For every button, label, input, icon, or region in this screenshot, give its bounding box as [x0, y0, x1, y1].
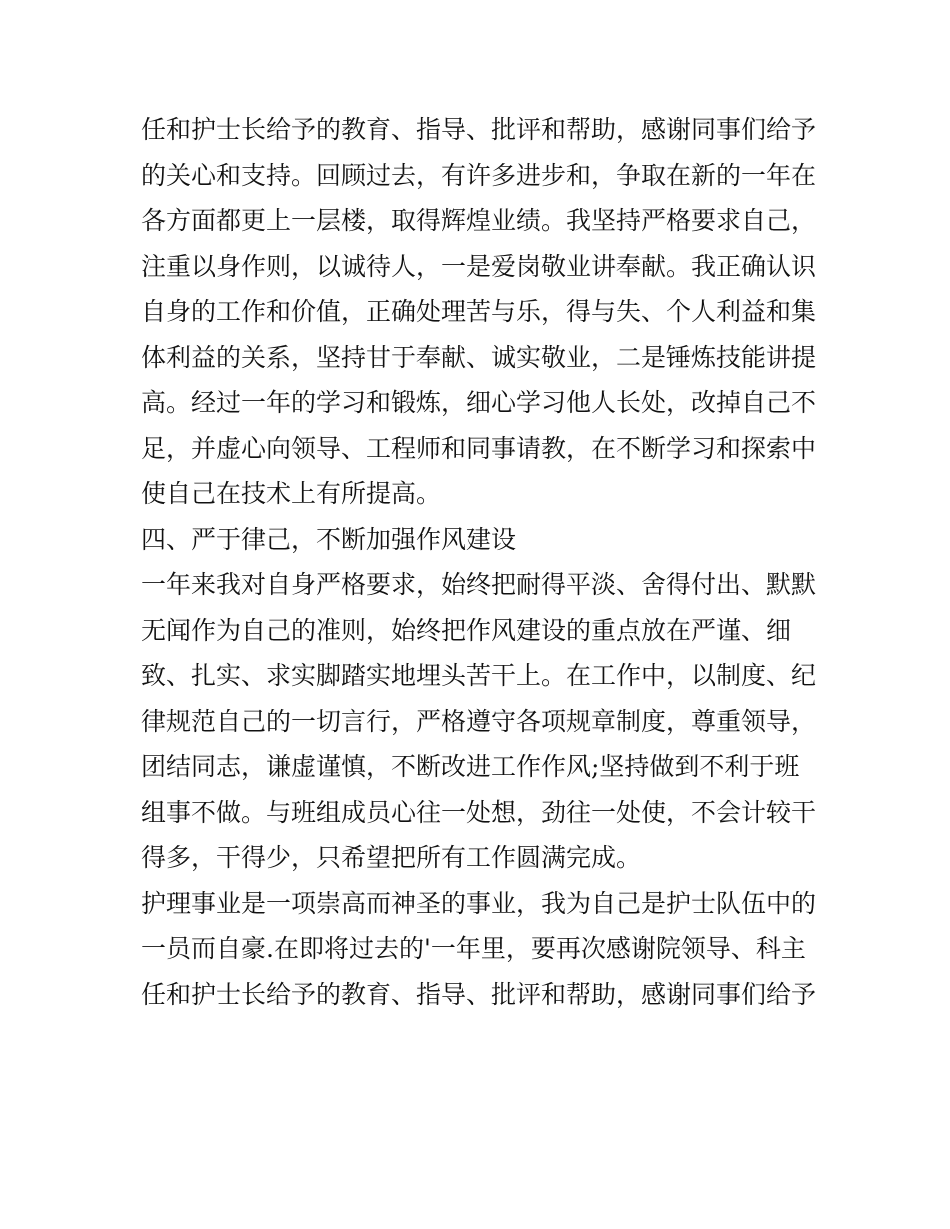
- text-line: 得多，干得少，只希望把所有工作圆满完成。: [141, 843, 642, 872]
- text-line: 注重以身作则，以诚待人，一是爱岗敬业讲奉献。我正确认识: [141, 251, 817, 281]
- text-line: 任和护士长给予的教育、指导、批评和帮助，感谢同事们给予: [141, 979, 817, 1009]
- text-line: 足，并虚心向领导、工程师和同事请教，在不断学习和探索中: [141, 433, 817, 463]
- text-line: 致、扎实、求实脚踏实地埋头苦干上。在工作中，以制度、纪: [141, 661, 817, 690]
- text-line: 各方面都更上一层楼，取得辉煌业绩。我坚持严格要求自己，: [141, 206, 817, 235]
- text-line: 无闻作为自己的准则，始终把作风建设的重点放在严谨、细: [141, 615, 792, 645]
- text-line: 一员而自豪.在即将过去的'一年里，要再次感谢院领导、科主: [141, 934, 806, 963]
- section-heading: 四、严于律己，不断加强作风建设: [141, 524, 517, 554]
- text-line: 团结同志，谦虚谨慎，不断改进工作作风;坚持做到不利于班: [141, 752, 800, 781]
- text-line: 的关心和支持。回顾过去，有许多进步和，争取在新的一年在: [141, 160, 817, 190]
- text-line: 任和护士长给予的教育、指导、批评和帮助，感谢同事们给予: [141, 115, 817, 144]
- text-line: 护理事业是一项崇高而神圣的事业，我为自己是护士队伍中的: [141, 888, 817, 918]
- text-line: 组事不做。与班组成员心往一处想，劲往一处使，不会计较干: [141, 797, 817, 827]
- text-line: 体利益的关系，坚持甘于奉献、诚实敬业，二是锤炼技能讲提: [141, 342, 817, 372]
- document-body: [141, 107, 821, 1017]
- text-line: 律规范自己的一切言行，严格遵守各项规章制度，尊重领导，: [141, 706, 817, 736]
- text-line: 一年来我对自身严格要求，始终把耐得平淡、舍得付出、默默: [141, 570, 817, 599]
- text-line: 自身的工作和价值，正确处理苦与乐，得与失、个人利益和集: [141, 297, 817, 326]
- text-line: 使自己在技术上有所提高。: [141, 479, 442, 508]
- text-line: 高。经过一年的学习和锻炼，细心学习他人长处，改掉自己不: [141, 388, 817, 417]
